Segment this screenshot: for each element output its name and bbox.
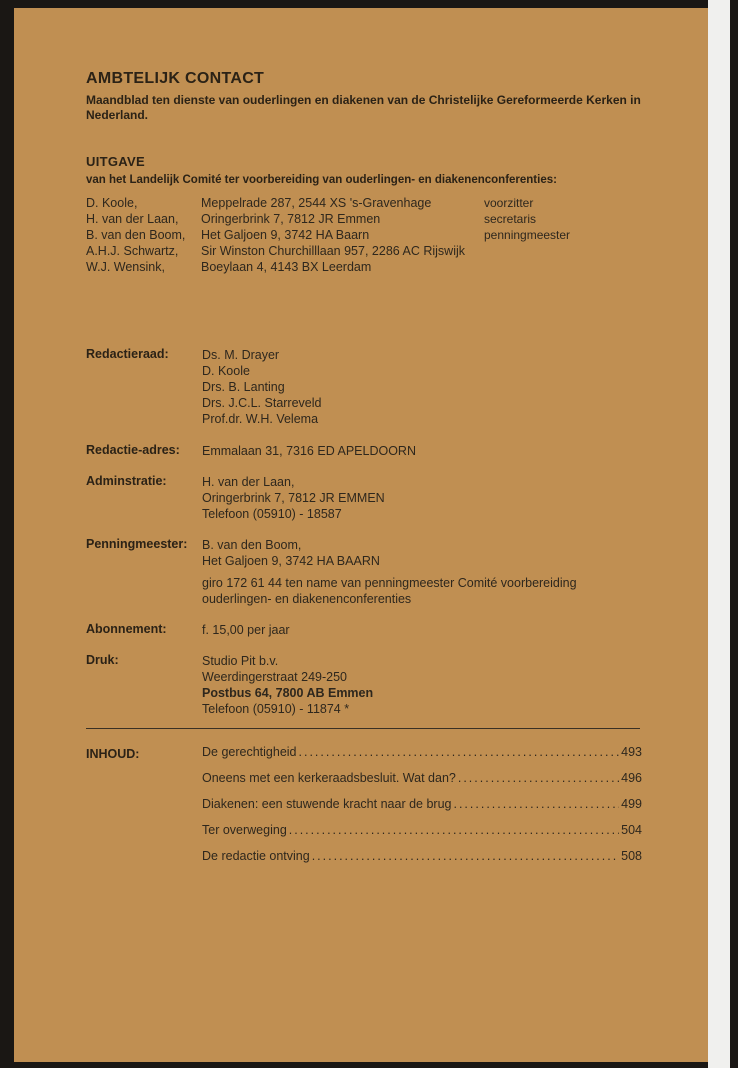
member-role: voorzitter bbox=[484, 196, 534, 210]
uitgave-subheading: van het Landelijk Comité ter voorbereiding van ouderlingen- en diakenenconferenties: bbox=[86, 174, 557, 186]
member-address: Oringerbrink 7, 7812 JR Emmen bbox=[201, 212, 381, 226]
administratie-line: Telefoon (05910) - 18587 bbox=[202, 507, 342, 521]
editor-name: Drs. J.C.L. Starreveld bbox=[202, 396, 322, 410]
abonnement-value: f. 15,00 per jaar bbox=[202, 623, 290, 637]
toc-item-page: 496 bbox=[621, 771, 642, 785]
member-address: Boeylaan 4, 4143 BX Leerdam bbox=[201, 260, 372, 274]
toc-leader bbox=[312, 849, 619, 863]
administratie-line: H. van der Laan, bbox=[202, 475, 295, 489]
member-name: W.J. Wensink, bbox=[86, 260, 165, 274]
editor-name: Ds. M. Drayer bbox=[202, 348, 280, 362]
druk-label: Druk: bbox=[86, 653, 119, 667]
toc-item-title: Ter overweging bbox=[202, 823, 287, 837]
toc-item[interactable] bbox=[202, 849, 642, 875]
toc-item[interactable] bbox=[202, 797, 642, 823]
member-role: secretaris bbox=[484, 212, 537, 226]
penningmeester-line: Het Galjoen 9, 3742 HA BAARN bbox=[202, 554, 380, 568]
toc-item[interactable] bbox=[202, 771, 642, 797]
inhoud-label: INHOUD: bbox=[86, 747, 140, 761]
table-of-contents bbox=[202, 745, 642, 875]
toc-leader bbox=[458, 771, 619, 785]
uitgave-heading: UITGAVE bbox=[86, 154, 145, 169]
member-role: penningmeester bbox=[484, 228, 571, 242]
redactieraad-label: Redactieraad: bbox=[86, 347, 169, 361]
toc-item-page: 504 bbox=[621, 823, 642, 837]
administratie-line: Oringerbrink 7, 7812 JR EMMEN bbox=[202, 491, 385, 505]
toc-item-title: Diakenen: een stuwende kracht naar de brug bbox=[202, 797, 452, 811]
editor-name: D. Koole bbox=[202, 364, 250, 378]
administratie-label: Adminstratie: bbox=[86, 474, 167, 488]
penningmeester-label: Penningmeester: bbox=[86, 537, 188, 551]
member-address: Sir Winston Churchilllaan 957, 2286 AC Rijswijk bbox=[201, 244, 466, 258]
druk-block bbox=[202, 653, 373, 717]
toc-item-title: Oneens met een kerkeraadsbesluit. Wat dan? bbox=[202, 771, 456, 785]
member-address: Meppelrade 287, 2544 XS 's-Gravenhage bbox=[201, 196, 432, 210]
scan-edge bbox=[708, 0, 730, 1068]
editor-name: Drs. B. Lanting bbox=[202, 380, 285, 394]
member-name: A.H.J. Schwartz, bbox=[86, 244, 179, 258]
toc-leader bbox=[299, 745, 620, 759]
magazine-subtitle: Maandblad ten dienste van ouderlingen en diakenen van de Christelijke Gereformeerde Kerken in Nederland. bbox=[86, 93, 641, 122]
member-name: B. van den Boom, bbox=[86, 228, 186, 242]
editor-name: Prof.dr. W.H. Velema bbox=[202, 412, 319, 426]
administratie-block bbox=[202, 474, 385, 522]
toc-leader bbox=[453, 797, 619, 811]
druk-line: Weerdingerstraat 249-250 bbox=[202, 670, 347, 684]
magazine-title: AMBTELIJK CONTACT bbox=[86, 70, 265, 87]
druk-phone: Telefoon (05910) - 11874 * bbox=[202, 702, 350, 716]
toc-item-page: 508 bbox=[621, 849, 642, 863]
toc-item[interactable] bbox=[202, 745, 642, 771]
member-address: Het Galjoen 9, 3742 HA Baarn bbox=[201, 228, 370, 242]
divider bbox=[86, 728, 640, 729]
druk-postbus: Postbus 64, 7800 AB Emmen bbox=[202, 686, 374, 700]
toc-leader bbox=[289, 823, 619, 837]
member-name: D. Koole, bbox=[86, 196, 138, 210]
abonnement-label: Abonnement: bbox=[86, 622, 167, 636]
giro-line: giro 172 61 44 ten name van penningmeester Comité voorbereiding bbox=[202, 576, 577, 590]
toc-item[interactable] bbox=[202, 823, 642, 849]
redactieraad-list bbox=[202, 347, 321, 427]
member-name: H. van der Laan, bbox=[86, 212, 179, 226]
druk-line: Studio Pit b.v. bbox=[202, 654, 279, 668]
redactie-adres-value: Emmalaan 31, 7316 ED APELDOORN bbox=[202, 444, 416, 458]
giro-line: ouderlingen- en diakenenconferenties bbox=[202, 592, 412, 606]
redactie-adres-label: Redactie-adres: bbox=[86, 443, 180, 457]
toc-item-page: 499 bbox=[621, 797, 642, 811]
penningmeester-line: B. van den Boom, bbox=[202, 538, 302, 552]
toc-item-title: De gerechtigheid bbox=[202, 745, 297, 759]
toc-item-page: 493 bbox=[621, 745, 642, 759]
penningmeester-block bbox=[202, 537, 577, 607]
toc-item-title: De redactie ontving bbox=[202, 849, 310, 863]
